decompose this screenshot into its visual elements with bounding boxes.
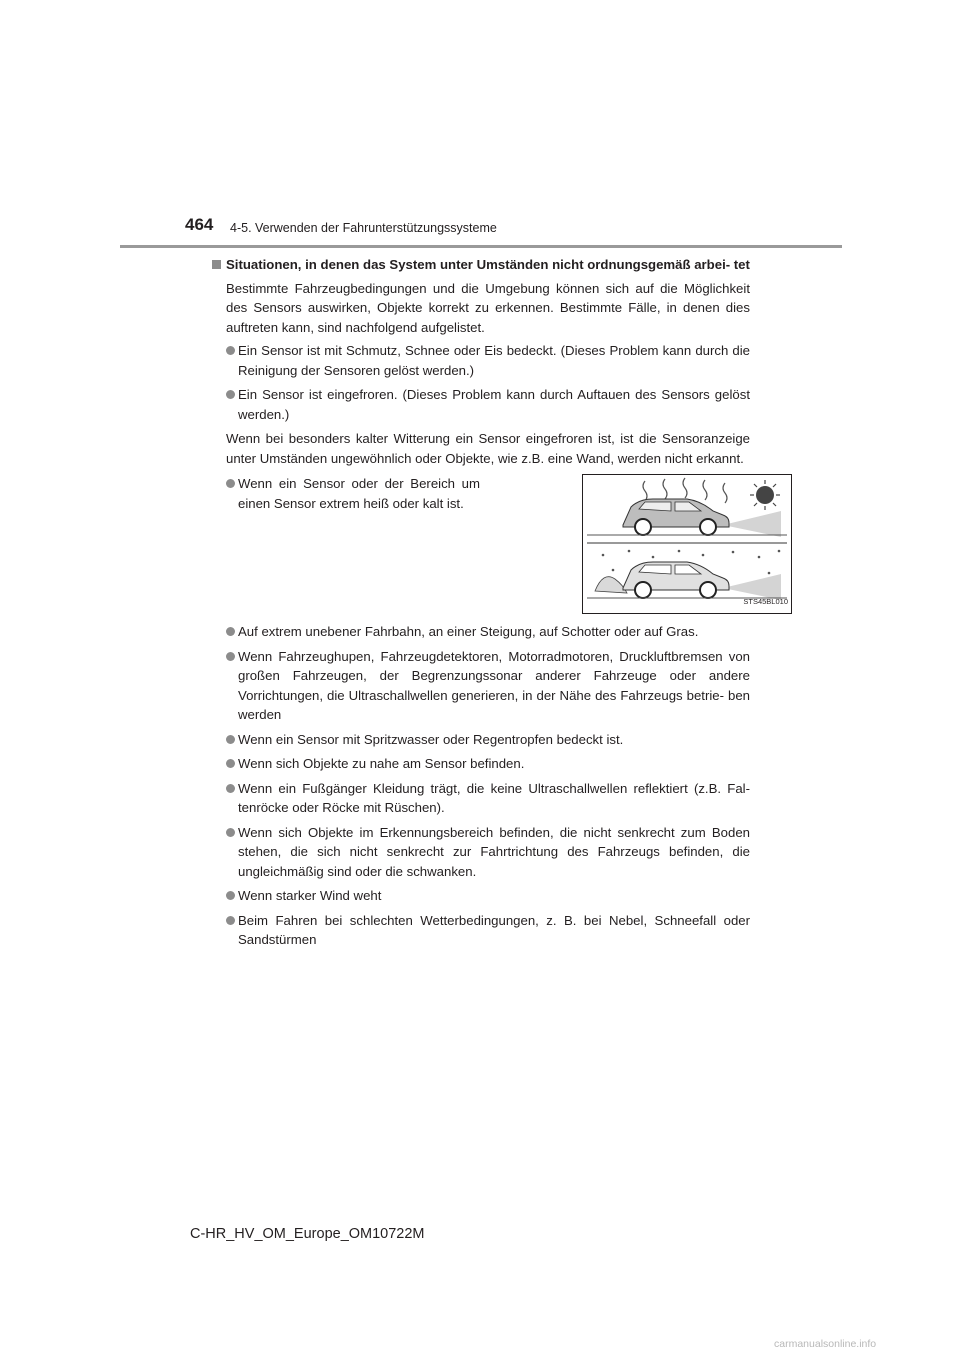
square-bullet-icon xyxy=(212,260,221,269)
list-item xyxy=(212,823,750,882)
bullet-icon xyxy=(226,652,235,661)
running-head: 4-5. Verwenden der Fahrunterstützungssysteme xyxy=(230,221,497,235)
list-item xyxy=(212,911,750,950)
page-number: 464 xyxy=(185,215,214,234)
list-item xyxy=(212,779,750,818)
main-content xyxy=(212,255,788,955)
bullet-icon xyxy=(226,759,235,768)
snow-pile-shape xyxy=(595,577,627,593)
figure-code: STS45BL010 xyxy=(743,596,788,606)
list-item xyxy=(212,647,750,725)
watermark: carmanualsonline.info xyxy=(774,1338,877,1350)
intro-paragraph: Bestimmte Fahrzeugbedingungen und die Umgebung können sich auf die Möglichkeit des Sensors auswirken, Objekte korrekt zu erkennen. Bestimmte Fälle, in denen dies auftreten kann, sind nachfolgend aufgelistet. xyxy=(226,280,750,335)
footer-doc-id: C-HR_HV_OM_Europe_OM10722M xyxy=(190,1226,425,1242)
list-item-text: Wenn sich Objekte zu nahe am Sensor befinden. xyxy=(238,756,525,771)
bullet-icon xyxy=(226,346,235,355)
header-rule xyxy=(120,245,842,248)
car-cold-icon xyxy=(623,562,729,598)
list-item xyxy=(212,385,750,424)
bullet-icon xyxy=(226,735,235,744)
hot-cold-illustration xyxy=(582,474,792,614)
bullet-icon xyxy=(226,627,235,636)
list-item xyxy=(212,474,480,609)
list-item xyxy=(212,886,750,906)
bullet-icon xyxy=(226,916,235,925)
cold-weather-note: Wenn bei besonders kalter Witterung ein Sensor eingefroren ist, ist die Sensoranzeige unter Umständen ungewöhnlich oder Objekte, wie z.B. eine Wand, werden nicht erkannt. xyxy=(226,431,750,466)
list-item-text: Wenn Fahrzeughupen, Fahrzeugdetektoren, Motorradmotoren, Druckluftbremsen von großen Fahrzeugen, der Begrenzungssonar anderer Fahrzeuge oder andere Vorrichtungen, die Ultraschallwellen generieren, in der Nähe des Fahrzeugs betrie- ben werden xyxy=(238,648,750,722)
list-item-text: Ein Sensor ist mit Schmutz, Schnee oder Eis bedeckt. (Dieses Problem kann durch die Reinigung der Sensoren gelöst werden.) xyxy=(238,343,750,378)
list-item xyxy=(212,622,750,642)
bullet-icon xyxy=(226,828,235,837)
list-item-text: Wenn starker Wind weht xyxy=(238,888,382,903)
section-title-text: Situationen, in denen das System unter Umständen nicht ordnungsgemäß arbei- tet xyxy=(226,257,750,272)
list-item-text: Auf extrem unebener Fahrbahn, an einer Steigung, auf Schotter oder auf Gras. xyxy=(238,624,699,639)
sensor-beam-shape xyxy=(723,511,781,537)
bullet-icon xyxy=(226,891,235,900)
list-item xyxy=(212,341,750,380)
list-item xyxy=(212,754,750,774)
sun-icon xyxy=(750,480,780,510)
bullet-icon xyxy=(226,479,235,488)
list-item xyxy=(212,730,750,750)
section-heading xyxy=(212,255,750,275)
bullet-icon xyxy=(226,390,235,399)
list-item-text: Wenn sich Objekte im Erkennungsbereich befinden, die nicht senkrecht zum Boden stehen, die sich nicht senkrecht zur Fahrtrichtung des Fahrzeugs befinden, die ungleichmäßig sind oder die schwanken. xyxy=(238,824,750,879)
list-item-text: Beim Fahren bei schlechten Wetterbedingungen, z. B. bei Nebel, Schneefall oder Sandstürmen xyxy=(238,912,750,947)
bullet-icon xyxy=(226,784,235,793)
list-item-text: Ein Sensor ist eingefroren. (Dieses Problem kann durch Auftauen des Sensors gelöst werden.) xyxy=(238,387,750,422)
car-hot-icon xyxy=(623,499,729,535)
list-item-text: Wenn ein Sensor oder der Bereich um einen Sensor extrem heiß oder kalt ist. xyxy=(238,476,480,511)
list-item-text: Wenn ein Fußgänger Kleidung trägt, die keine Ultraschallwellen reflektiert (z.B. Fal- tenröcke oder Röcke mit Rüschen). xyxy=(238,780,750,815)
list-item-text: Wenn ein Sensor mit Spritzwasser oder Regentropfen bedeckt ist. xyxy=(238,731,624,747)
figure-row xyxy=(212,474,788,614)
